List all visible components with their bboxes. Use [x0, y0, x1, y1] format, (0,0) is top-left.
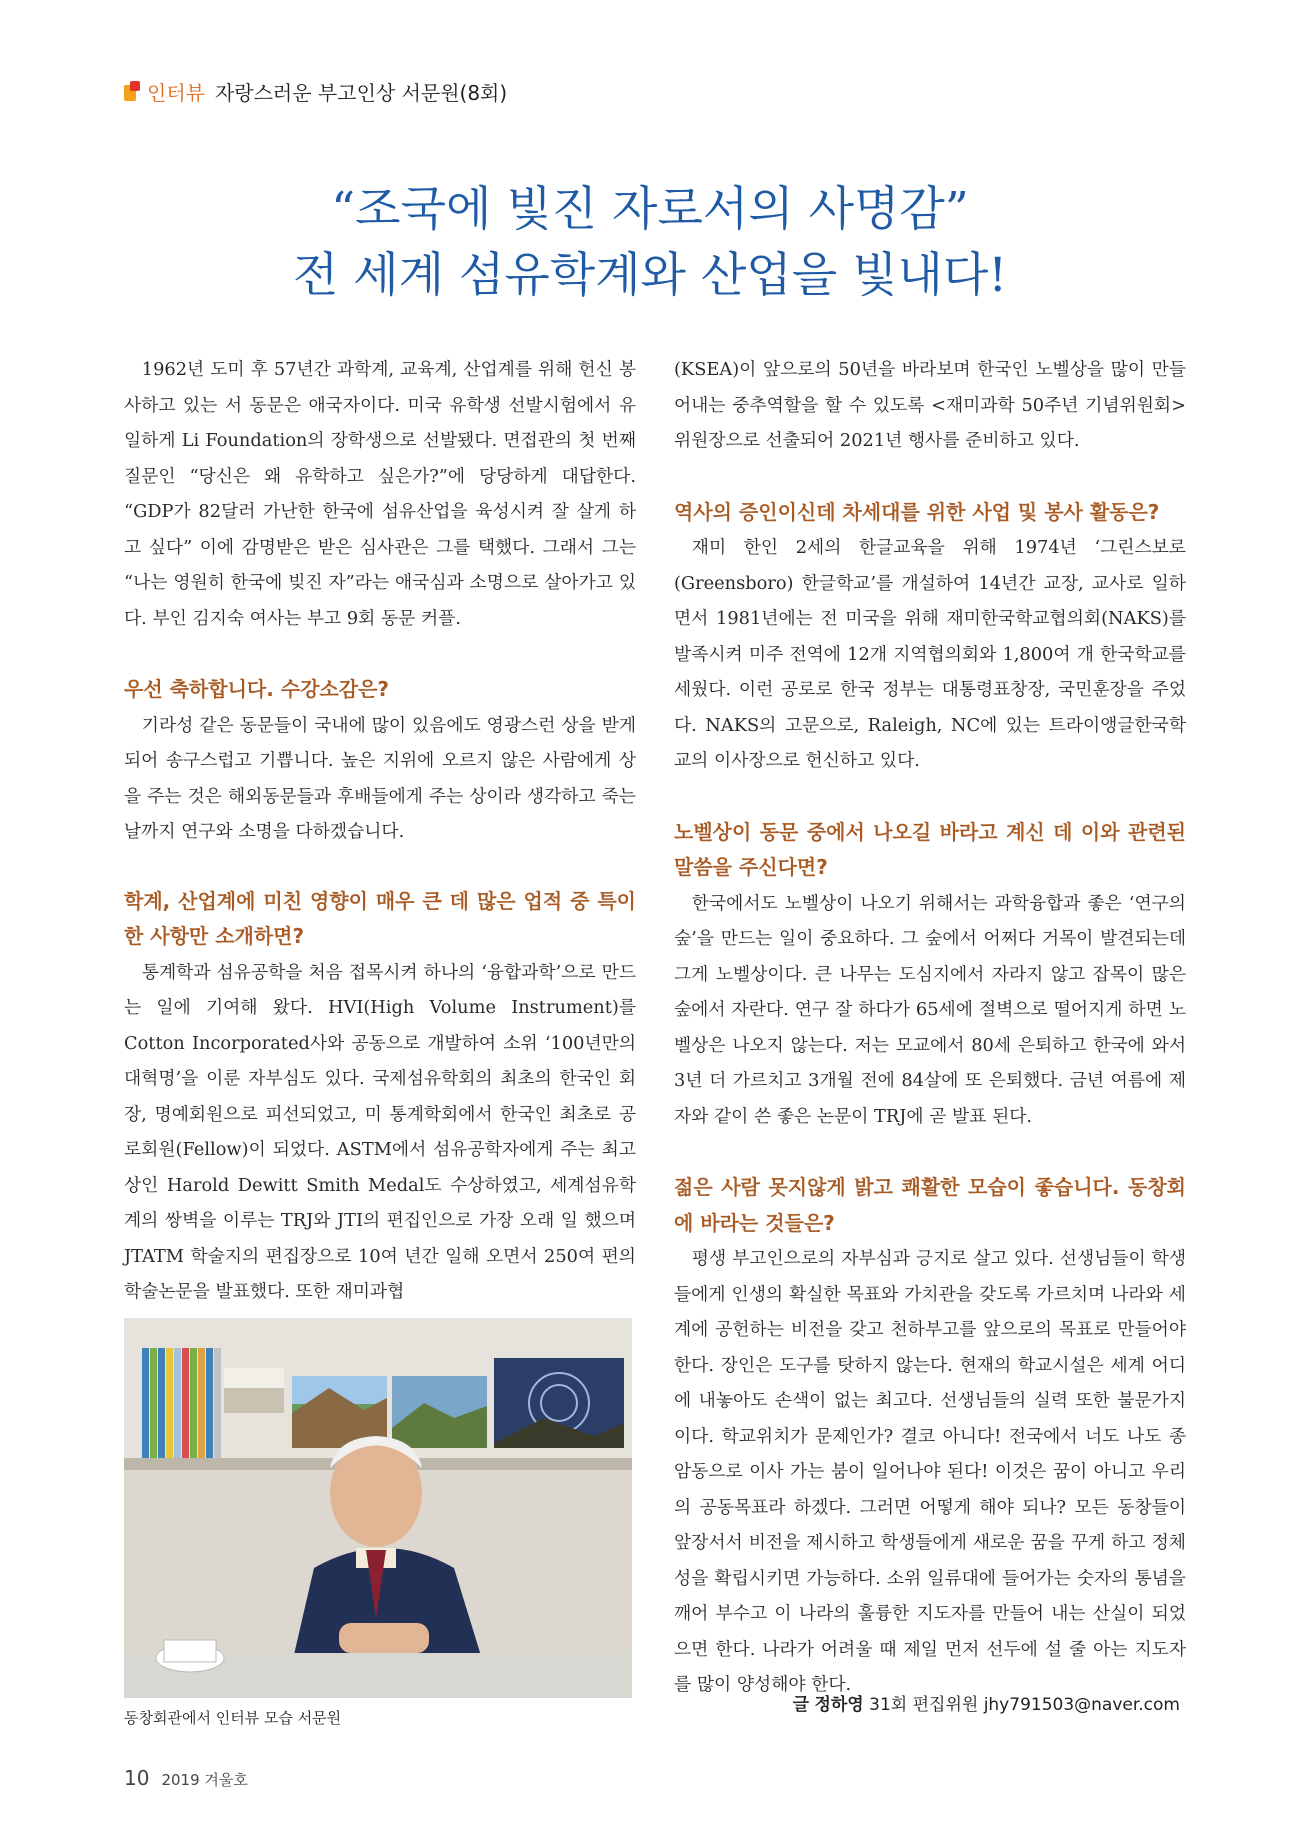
question-heading: 노벨상이 동문 중에서 나오길 바라고 계신 데 이와 관련된 말씀을 주신다면?: [674, 819, 1186, 879]
right-column: [674, 352, 1186, 1703]
section-subtitle: 자랑스러운 부고인상 서문원(8회): [214, 80, 508, 105]
issue-label: 2019 겨울호: [161, 1771, 248, 1789]
question-heading: 우선 축하합니다. 수강소감은?: [124, 677, 389, 701]
intro-paragraph: 1962년 도미 후 57년간 과학계, 교육계, 산업계를 위해 헌신 봉사하고 있는 서 동문은 애국자이다. 미국 유학생 선발시험에서 유일하게 Li Foundation의 장학생으로 선발됐다. 면접관의 첫 번째 질문인 “당신은 왜 유학하고 싶은가?”에 당당하게 대답한다. “GDP가 82달러 가난한 한국에 섬유산업을 육성시켜 잘 살게 하고 싶다” 이에 감명받은 받은 심사관은 그를 택했다. 그래서 그는 “나는 영원히 한국에 빚진 자”라는 애국심과 소명으로 살아가고 있다. 부인 김지숙 여사는 부고 9회 동문 커플.: [124, 359, 636, 629]
answer-paragraph: 기라성 같은 동문들이 국내에 많이 있음에도 영광스런 상을 받게 되어 송구스럽고 기쁩니다. 높은 지위에 오르지 않은 사람에게 상을 주는 것은 해외동문들과 후배들에게 주는 상이라 생각하고 죽는 날까지 연구와 소명을 다하겠습니다.: [124, 714, 636, 842]
author-byline: [793, 1690, 1180, 1715]
interview-photo-illustration: [124, 1318, 632, 1698]
left-column: [124, 352, 636, 1310]
interview-photo: [124, 1318, 632, 1698]
author-info: 31회 편집위원 jhy791503@naver.com: [869, 1695, 1180, 1715]
answer-paragraph: 재미 한인 2세의 한글교육을 위해 1974년 ‘그린스보로(Greensboro) 한글학교’를 개설하여 14년간 교장, 교사로 일하면서 1981년에는 전 미국을 위해 재미한국학교협의회(NAKS)를 발족시켜 미주 전역에 12개 지역협의회와 1,800여 개 한국학교를 세웠다. 이런 공로로 한국 정부는 대통령표창장, 국민훈장을 주었다. NAKS의 고문으로, Raleigh, NC에 있는 트라이앵글한국학교의 이사장으로 헌신하고 있다.: [674, 537, 1186, 771]
page-number: 10: [124, 1766, 150, 1790]
author-name: 정하영: [814, 1695, 864, 1715]
answer-paragraph: 한국에서도 노벨상이 나오기 위해서는 과학융합과 좋은 ‘연구의 숲’을 만드는 일이 중요하다. 그 숲에서 어쩌다 거목이 발견되는데 그게 노벨상이다. 큰 나무는 도심지에서 자라지 않고 잡목이 많은 숲에서 자란다. 연구 잘 하다가 65세에 절벽으로 떨어지게 하면 노벨상은 나오지 않는다. 저는 모교에서 80세 은퇴하고 한국에 와서 3년 더 가르치고 3개월 전에 84살에 또 은퇴했다. 금년 여름에 제자와 같이 쓴 좋은 논문이 TRJ에 곧 발표 된다.: [674, 892, 1186, 1127]
section-header: [124, 76, 507, 106]
question-heading: 역사의 증인이신데 차세대를 위한 사업 및 봉사 활동은?: [674, 499, 1160, 524]
question-heading: 학계, 산업계에 미친 영향이 매우 큰 데 많은 업적 중 특이한 사항만 소개하면?: [124, 888, 636, 948]
article-title-line1: “조국에 빛진 자로서의 사명감”: [331, 182, 969, 237]
question-heading: 젊은 사람 못지않게 밝고 쾌활한 모습이 좋습니다. 동창회에 바라는 것들은?: [674, 1175, 1186, 1235]
photo-caption: 동창회관에서 인터뷰 모습 서문원: [124, 1709, 342, 1727]
answer-paragraph: 통계학과 섬유공학을 처음 접목시켜 하나의 ‘융합과학’으로 만드는 일에 기여해 왔다. HVI(High Volume Instrument)를 Cotton Incorporated사와 공동으로 개발하여 소위 ‘100년만의 대혁명’을 이룬 자부심도 있다. 국제섬유학회의 최초의 한국인 회장, 명예회원으로 피선되었고, 미 통계학회에서 한국인 최초로 공로회원(Fellow)이 되었다. ASTM에서 섬유공학자에게 주는 최고상인 Harold Dewitt Smith Medal도 수상하였고, 세계섬유학계의 쌍벽을 이루는 TRJ와 JTI의 편집인으로 가장 오래 일 했으며 JTATM 학술지의 편집장으로 10여 년간 일해 오면서 250여 편의 학술논문을 발표했다. 또한 재미과협: [124, 961, 636, 1302]
byline-label: 글: [792, 1695, 810, 1715]
article-title-line2: 전 세계 섬유학계와 산업을 빛내다!: [292, 248, 1008, 303]
answer-paragraph: 평생 부고인으로의 자부심과 긍지로 살고 있다. 선생님들이 학생들에게 인생의 확실한 목표와 가치관을 갖도록 가르치며 나라와 세계에 공헌하는 비전을 갖고 천하부고를 앞으로의 목표로 만들어야 한다. 장인은 도구를 탓하지 않는다. 현재의 학교시설은 세계 어디에 내놓아도 손색이 없는 최고다. 선생님들의 실력 또한 불문가지이다. 학교위치가 문제인가? 결코 아니다! 전국에서 너도 나도 종암동으로 이사 가는 붐이 일어나야 된다! 이것은 꿈이 아니고 우리의 공동목표라 하겠다. 그러면 어떻게 해야 되나? 모든 동창들이 앞장서서 비전을 제시하고 학생들에게 새로운 꿈을 꾸게 하고 정체성을 확립시키면 가능하다. 소위 일류대에 들어가는 숫자의 통념을 깨어 부수고 이 나라의 훌륭한 지도자를 만들어 내는 산실이 되었으면 한다. 나라가 어려울 때 제일 먼저 선두에 설 줄 아는 지도자를 많이 양성해야 한다.: [674, 1248, 1186, 1695]
book-icon: [124, 81, 141, 101]
page-footer: [124, 1766, 248, 1790]
continued-paragraph: (KSEA)이 앞으로의 50년을 바라보며 한국인 노벨상을 많이 만들어내는 중추역할을 할 수 있도록 <재미과학 50주년 기념위원회> 위원장으로 선출되어 2021년 행사를 준비하고 있다.: [674, 359, 1186, 451]
section-category: 인터뷰: [147, 80, 205, 105]
